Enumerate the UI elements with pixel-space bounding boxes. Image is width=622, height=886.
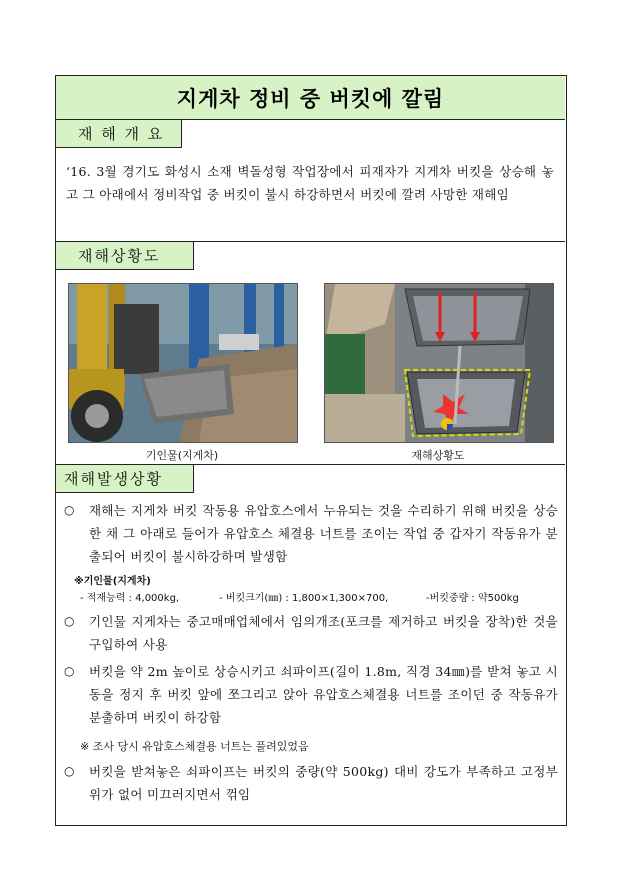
spec-head: ※기인물(지게차)	[74, 576, 151, 587]
bullet: ○	[64, 664, 75, 678]
overview-header-label: 재 해 개 요	[78, 125, 165, 143]
document-frame	[55, 75, 567, 826]
spec-capacity: - 적재능력 : 4,000kg,	[80, 593, 180, 604]
list-item	[64, 660, 558, 729]
list-item-text: 기인물 지게차는 중고매매업체에서 임의개조(포크를 제거하고 버킷을 장착)한 것을 구입하여 사용	[89, 614, 558, 652]
accident-scene-photo	[324, 283, 554, 443]
investigation-note: ※ 조사 당시 유압호스체결용 너트는 풀려있었음	[80, 740, 309, 753]
list-item	[64, 610, 558, 656]
forklift-illustration	[69, 284, 297, 442]
list-item-text: 버킷을 약 2m 높이로 상승시키고 쇠파이프(길이 1.8m, 직경 34㎜)를 받쳐 놓고 시동을 정지 후 버킷 앞에 쪼그리고 앉아 유압호스체결용 너트를 조이던 중 작동유가 분출하며 버킷이 하강함	[89, 664, 558, 725]
overview-header	[56, 120, 182, 148]
forklift-photo	[68, 283, 298, 443]
cause-header-label: 재해발생상황	[64, 470, 163, 488]
spec-size: - 버킷크기(㎜) : 1,800×1,300×700,	[219, 593, 389, 604]
bullet: ○	[64, 503, 75, 517]
list-item-text: 재해는 지게차 버킷 작동용 유압호스에서 누유되는 것을 수리하기 위해 버킷을 상승한 채 그 아래로 들어가 유압호스 체결용 너트를 조이는 작업 중 갑자기 작동유가 분출되어 버킷이 불시하강하며 발생함	[89, 503, 558, 564]
scene-caption: 재해상황도	[411, 449, 465, 462]
spec-weight: -버킷중량 : 약500kg	[426, 593, 519, 604]
bullet: ○	[64, 614, 75, 628]
title-bar	[56, 76, 565, 120]
situation-header-label: 재해상황도	[78, 247, 161, 265]
list-item	[64, 499, 558, 568]
situation-header	[56, 242, 194, 270]
overview-text: ‘16. 3월 경기도 화성시 소재 벽돌성형 작업장에서 피재자가 지게차 버킷을 상승해 놓고 그 아래에서 정비작업 중 버킷이 불시 하강하면서 버킷에 깔려 사망한 재해임	[66, 164, 554, 202]
forklift-caption: 기인물(지게차)	[145, 449, 219, 462]
cause-header	[56, 465, 194, 493]
page-title: 지게차 정비 중 버킷에 깔림	[176, 86, 445, 111]
list-item-text: 버킷을 받쳐놓은 쇠파이프는 버킷의 중량(약 500kg) 대비 강도가 부족하고 고정부위가 없어 미끄러지면서 꺾임	[89, 764, 558, 802]
bullet: ○	[64, 764, 75, 778]
bucket-illustration	[325, 284, 553, 442]
list-item	[64, 760, 558, 806]
